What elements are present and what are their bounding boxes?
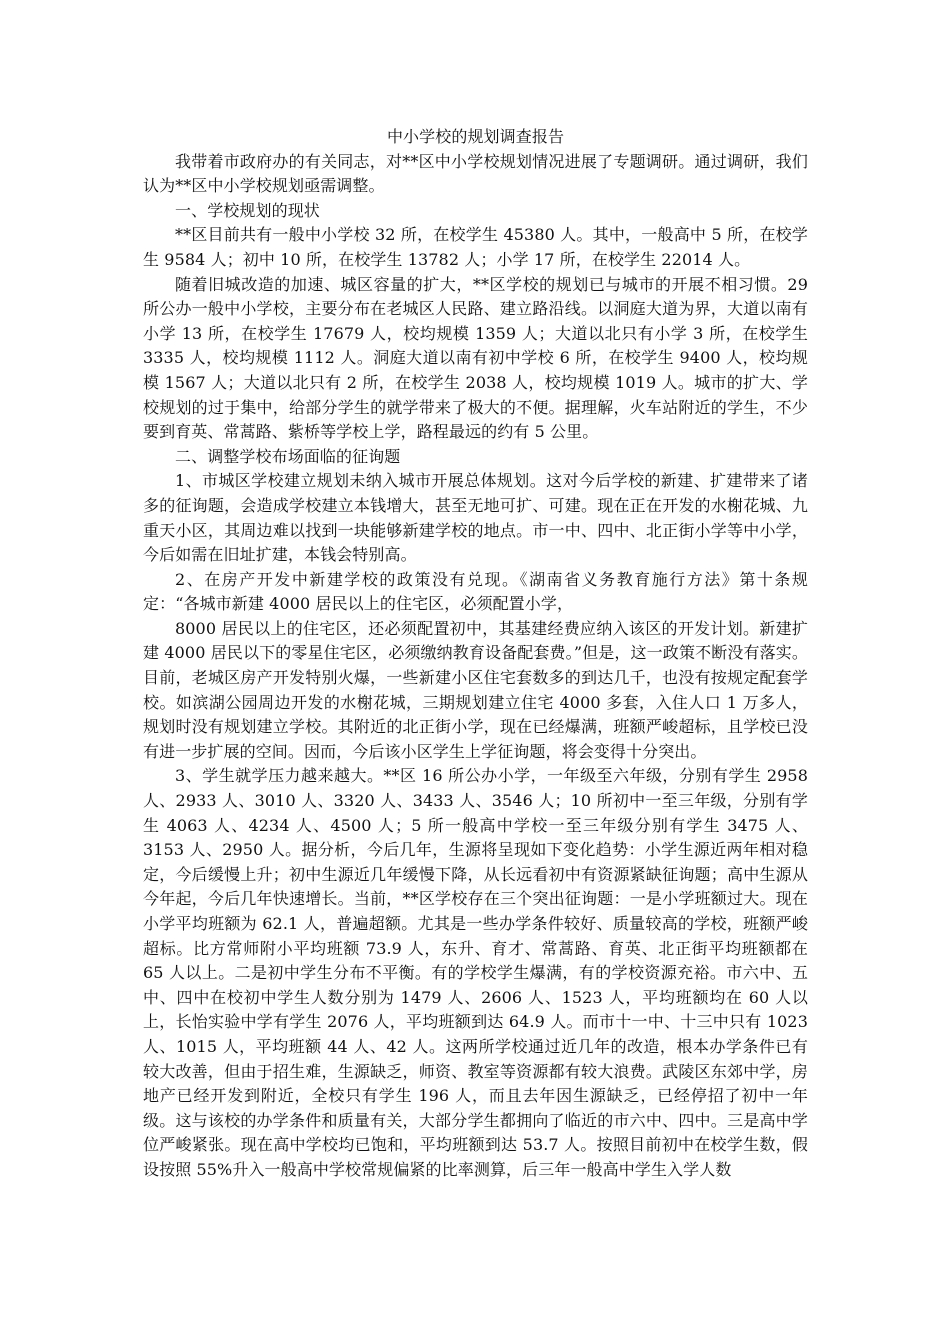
document-title: 中小学校的规划调查报告 [386, 127, 565, 146]
paragraph-issue-2-continued: 8000 居民以上的住宅区，还必须配置初中，其基建经费应纳入该区的开发计划。新建扩建 4000 居民以下的零星住宅区，必须缴纳教育设备配套费。”但是，这一政策不断没有落实。目前，老城区房产开发特别火爆，一些新建小区住宅套数多的到达几千，也没有按规定配套学校。如滨湖公园周边开发的水榭花城，三期规划建立住宅 4000 多套，入住人口 1 万多人，规划时没有规划建立学校。其附近的北正街小学，现在已经爆满，班额严峻超标，且学校已没有进一步扩展的空间。因而，今后该小区学生上学征询题，将会变得十分突出。 [143, 618, 808, 761]
paragraph-issue-1: 1、市城区学校建立规划未纳入城市开展总体规划。这对今后学校的新建、扩建带来了诸多的征询题，会造成学校建立本钱增大，甚至无地可扩、可建。现在正在开发的水榭花城、九重天小区，其周边难以找到一块能够新建学校的地点。市一中、四中、北正街小学等中小学，今后如需在旧址扩建，本钱会特别高。 [143, 471, 808, 565]
paragraph-intro: 我带着市政府办的有关同志，对**区中小学校规划情况进展了专题调研。通过调研，我们认为**区中小学校规划亟需调整。 [143, 151, 808, 196]
section-heading-2: 二、调整学校布场面临的征询题 [175, 446, 401, 466]
paragraph-issue-3: 3、学生就学压力越来越大。**区 16 所公办小学，一年级至六年级，分别有学生 2958 人、2933 人、3010 人、3320 人、3433 人、3546 人；10 所初中一至三年级，分别有学生 4063 人、4234 人、4500 人；5 所一般高中学校一至三年级分别有学生 3475 人、3153 人、2950 人。据分析，今后几年，生源将呈现如下变化趋势：小学生源近两年相对稳定，今后缓慢上升；初中生源近几年缓慢下降，从长远看初中有资源紧缺征询题；高中生源从今年起，今后几年快速增长。当前，**区学校存在三个突出征询题：一是小学班额过大。现在小学平均班额为 62.1 人，普遍超额。尤其是一些办学条件较好、质量较高的学校，班额严峻超标。比方常师附小平均班额 73.9 人，东升、育才、常蒿路、育英、北正街平均班额都在 65 人以上。二是初中学生分布不平衡。有的学校学生爆满，有的学校资源充裕。市六中、五中、四中在校初中学生人数分别为 1479 人、2606 人、1523 人，平均班额均在 60 人以上，长怡实验中学有学生 2076 人，平均班额到达 64.9 人。而市十一中、十三中只有 1023 人、1015 人，平均班额 44 人、42 人。这两所学校通过近几年的改造，根本办学条件已有较大改善，但由于招生难，生源缺乏，师资、教室等资源都有较大浪费。武陵区东郊中学，房地产已经开发到附近，全校只有学生 196 人，而且去年因生源缺乏，已经停招了初中一年级。这与该校的办学条件和质量有关，大部分学生都拥向了临近的市六中、四中。三是高中学位严峻紧张。现在高中学校均已饱和，平均班额到达 53.7 人。按照目前初中在校学生数，假设按照 55%升入一般高中学校常规偏紧的比率测算，后三年一般高中学生入学人数 [143, 766, 808, 1179]
paragraph-distribution: 随着旧城改造的加速、城区容量的扩大，**区学校的规划已与城市的开展不相习惯。29 所公办一般中小学校，主要分布在老城区人民路、建立路沿线。以洞庭大道为界，大道以南有小学 13 所，在校学生 17679 人，校均规模 1359 人；大道以北只有小学 3 所，在校学生 3335 人，校均规模 1112 人。洞庭大道以南有初中学校 6 所，在校学生 9400 人，校均规模 1567 人；大道以北只有 2 所，在校学生 2038 人，校均规模 1019 人。城市的扩大、学校规划的过于集中，给部分学生的就学带来了极大的不便。据理解，火车站附近的学生，不少要到育英、常蒿路、紫桥等学校上学，路程最远的约有 5 公里。 [143, 274, 808, 442]
section-heading-1: 一、学校规划的现状 [175, 200, 320, 220]
paragraph-issue-2: 2、在房产开发中新建学校的政策没有兑现。《湖南省义务教育施行方法》第十条规定：“各城市新建 4000 居民以上的住宅区，必须配置小学， [143, 569, 808, 614]
document-body [143, 125, 808, 1183]
paragraph-school-count: **区目前共有一般中小学校 32 所，在校学生 45380 人。其中，一般高中 5 所，在校学生 9584 人；初中 10 所，在校学生 13782 人；小学 17 所，在校学生 22014 人。 [143, 225, 808, 269]
